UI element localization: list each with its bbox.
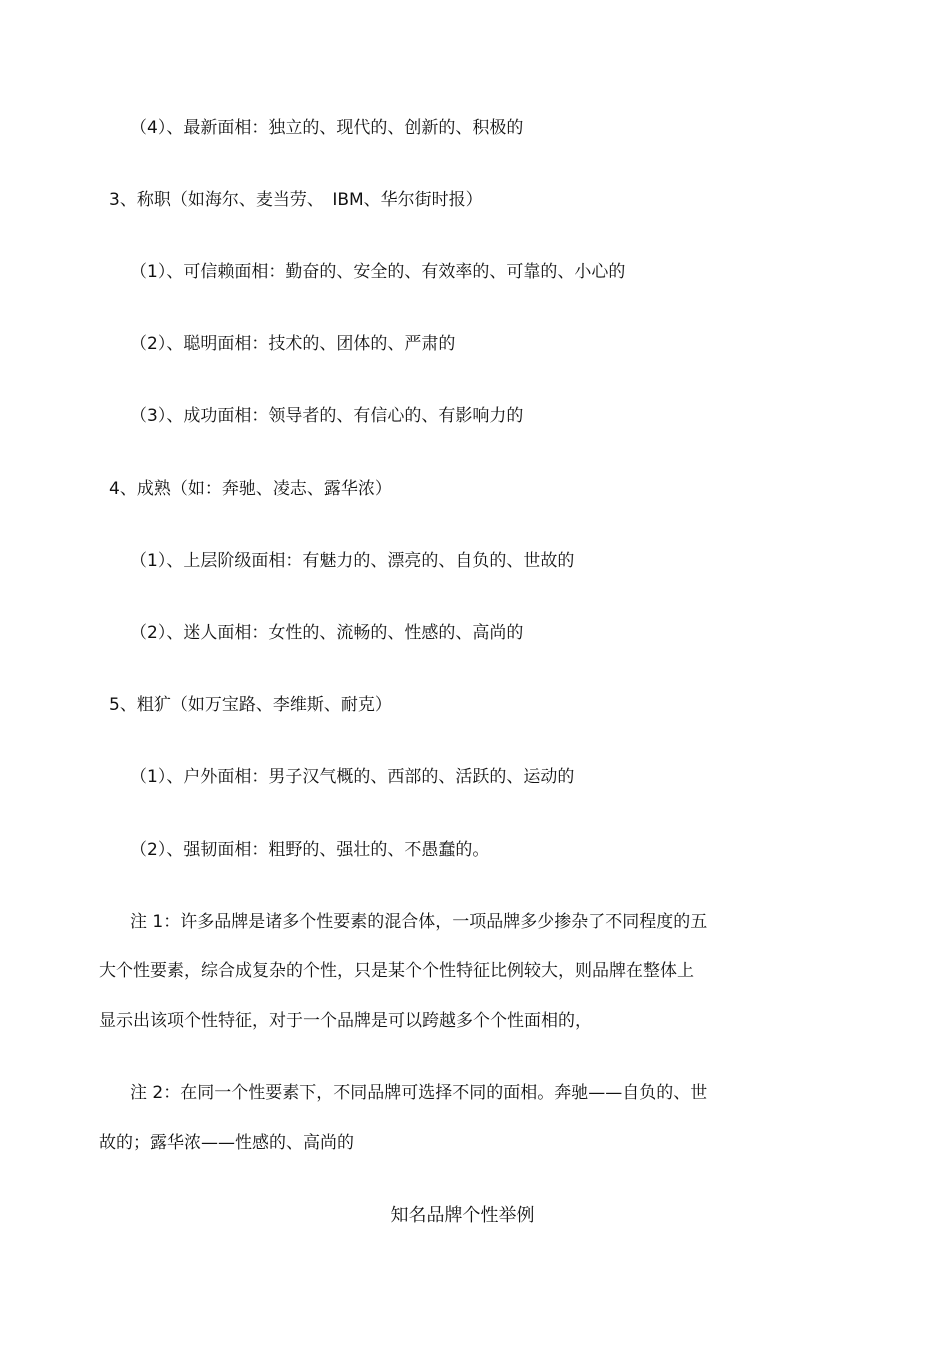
heading-5-ruggedness: 5、粗犷（如万宝路、李维斯、耐克） <box>109 695 392 715</box>
note-1-line-1: 注 1：许多品牌是诸多个性要素的混合体，一项品牌多少掺杂了不同程度的五 <box>130 912 708 932</box>
item-2-tough-facet: （2）、强韧面相：粗野的、强壮的、不愚蠢的。 <box>130 840 490 860</box>
heading-4-sophistication: 4、成熟（如：奔驰、凌志、露华浓） <box>109 479 392 499</box>
note-1-line-3: 显示出该项个性特征，对于一个品牌是可以跨越多个个性面相的， <box>99 1011 592 1031</box>
note-2-line-1: 注 2：在同一个性要素下，不同品牌可选择不同的面相。奔驰——自负的、世 <box>130 1083 708 1103</box>
note-2-line-2: 故的；露华浓——性感的、高尚的 <box>99 1133 354 1153</box>
item-3-successful-facet: （3）、成功面相：领导者的、有信心的、有影响力的 <box>130 406 524 426</box>
heading-3-competence: 3、称职（如海尔、麦当劳、 IBM、华尔街时报） <box>109 190 483 210</box>
item-1-reliable-facet: （1）、可信赖面相：勤奋的、安全的、有效率的、可靠的、小心的 <box>130 262 626 282</box>
item-2-intelligent-facet: （2）、聪明面相：技术的、团体的、严肃的 <box>130 334 456 354</box>
item-1-upper-class-facet: （1）、上层阶级面相：有魅力的、漂亮的、自负的、世故的 <box>130 551 575 571</box>
table-caption: 知名品牌个性举例 <box>390 1205 535 1226</box>
item-4-newest-facet: （4）、最新面相：独立的、现代的、创新的、积极的 <box>130 118 524 138</box>
item-2-charming-facet: （2）、迷人面相：女性的、流畅的、性感的、高尚的 <box>130 623 524 643</box>
note-1-line-2: 大个性要素，综合成复杂的个性，只是某个个性特征比例较大，则品牌在整体上 <box>99 961 694 981</box>
item-1-outdoorsy-facet: （1）、户外面相：男子汉气概的、西部的、活跃的、运动的 <box>130 767 575 787</box>
